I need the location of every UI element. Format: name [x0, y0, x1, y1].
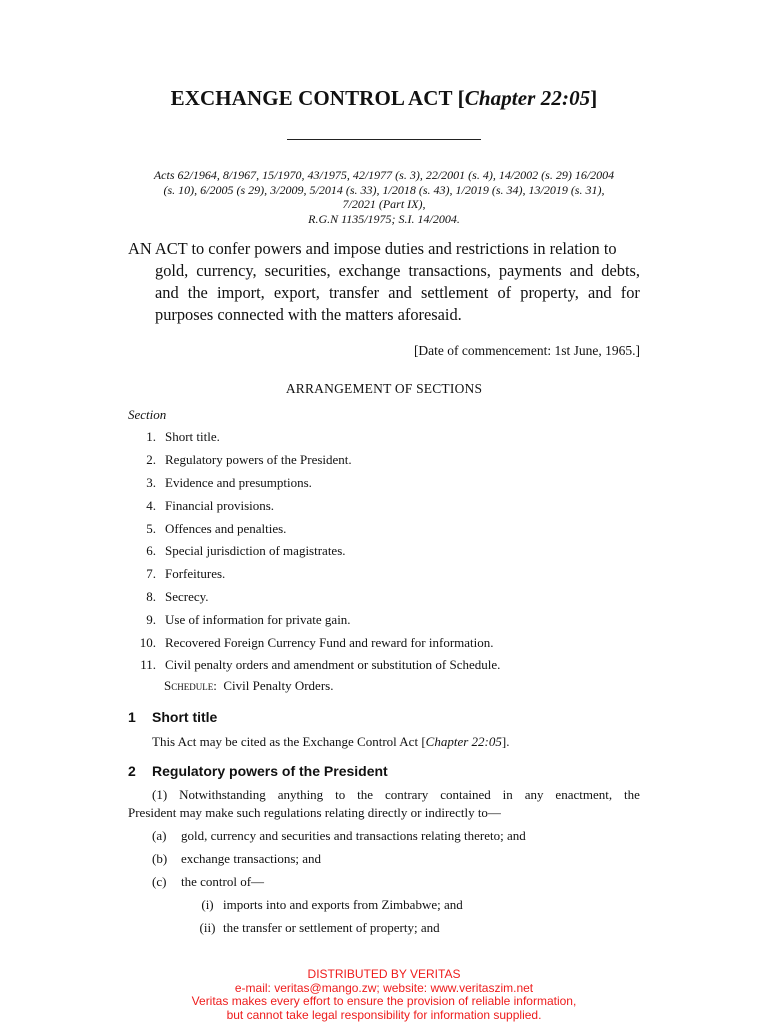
- schedule-entry[interactable]: [164, 678, 333, 694]
- subitem-label: (ii): [199, 920, 216, 935]
- justified-word: exchange: [338, 261, 401, 280]
- justified-word: and: [155, 283, 179, 302]
- section-2-paragraph-line: [152, 787, 640, 803]
- toc-item[interactable]: [128, 586, 648, 609]
- justified-word: contained: [440, 787, 491, 802]
- toc-text: Special jurisdiction of magistrates.: [165, 543, 346, 559]
- toc-item[interactable]: [128, 608, 648, 631]
- toc-text: Regulatory powers of the President.: [165, 452, 352, 468]
- toc-text: Recovered Foreign Currency Fund and reward for information.: [165, 634, 494, 650]
- toc-item[interactable]: [128, 449, 648, 472]
- toc-number: 8.: [146, 588, 156, 604]
- long-title-line: [128, 260, 640, 282]
- title-text: EXCHANGE CONTROL ACT [: [170, 86, 465, 110]
- amending-acts-list: [128, 168, 640, 226]
- section-1-chapter: Chapter 22:05: [425, 734, 502, 749]
- acts-line: Acts 62/1964, 8/1967, 15/1970, 43/1975, 42/1977 (s. 3), 22/2001 (s. 4), 14/2002 (s. 29) 16/2004: [153, 168, 615, 182]
- toc-text: Civil penalty orders and amendment or substitution of Schedule.: [165, 657, 501, 673]
- item-label: (c): [152, 874, 167, 889]
- justified-word: the: [187, 283, 208, 302]
- section-title: Regulatory powers of the President: [152, 763, 388, 779]
- item-text: exchange transactions; and: [181, 851, 322, 866]
- title-chapter: Chapter 22:05: [464, 86, 591, 110]
- distribution-footer: [0, 968, 768, 1022]
- toc-item[interactable]: [128, 654, 648, 677]
- footer-line: Veritas makes every effort to ensure the provision of reliable information,: [191, 994, 577, 1008]
- toc-number: 2.: [146, 452, 156, 468]
- justified-word: import,: [216, 283, 265, 302]
- table-of-contents: [128, 426, 648, 677]
- toc-number: 5.: [146, 520, 156, 536]
- toc-text: Short title.: [165, 429, 220, 445]
- title-bracket: ]: [590, 86, 598, 110]
- long-title-line: purposes connected with the matters aforesaid.: [155, 305, 462, 324]
- toc-item[interactable]: [128, 540, 648, 563]
- arrangement-heading: ARRANGEMENT OF SECTIONS: [285, 381, 483, 396]
- section-2-subitem: [192, 897, 463, 913]
- toc-number: 10.: [139, 634, 156, 650]
- justified-word: Notwithstanding: [179, 787, 266, 802]
- footer-line: but cannot take legal responsibility for information supplied.: [226, 1007, 542, 1022]
- toc-text: Evidence and presumptions.: [165, 474, 312, 490]
- section-2-heading: [128, 763, 388, 779]
- toc-item[interactable]: [128, 494, 648, 517]
- commencement-date: [Date of commencement: 1st June, 1965.]: [413, 343, 640, 358]
- justified-word: the: [624, 787, 640, 802]
- section-1-text-prefix: This Act may be cited as the Exchange Control Act [: [152, 734, 426, 749]
- section-2-paragraph-line: President may make such regulations relating directly or indirectly to—: [128, 805, 501, 820]
- toc-item[interactable]: [128, 517, 648, 540]
- schedule-text: Civil Penalty Orders.: [223, 678, 334, 693]
- item-label: (a): [152, 828, 167, 843]
- toc-number: 6.: [146, 543, 156, 559]
- justified-word: any: [524, 787, 544, 802]
- section-number: 2: [128, 763, 136, 779]
- justified-word: currency,: [196, 261, 257, 280]
- justified-word: for: [620, 283, 640, 302]
- toc-item[interactable]: [128, 472, 648, 495]
- section-1-heading: [128, 709, 217, 725]
- section-2-item: [152, 874, 264, 890]
- justified-word: and: [388, 283, 412, 302]
- toc-text: Forfeitures.: [165, 566, 226, 582]
- justified-word: in: [502, 787, 513, 802]
- section-title: Short title: [152, 709, 218, 725]
- justified-word: transactions,: [408, 261, 491, 280]
- toc-number: 9.: [146, 611, 156, 627]
- acts-line: R.G.N 1135/1975; S.I. 14/2004.: [308, 211, 460, 226]
- justified-word: debts,: [601, 261, 640, 280]
- item-label: (b): [152, 851, 168, 866]
- justified-word: (1): [152, 787, 168, 802]
- toc-number: 3.: [146, 474, 156, 490]
- toc-item[interactable]: [128, 631, 648, 654]
- toc-text: Financial provisions.: [165, 497, 275, 513]
- toc-number: 7.: [146, 566, 156, 582]
- toc-number: 4.: [146, 497, 156, 513]
- toc-text: Offences and penalties.: [165, 520, 287, 536]
- title-underline: [287, 139, 481, 140]
- schedule-label: Schedule:: [164, 678, 217, 693]
- acts-line: (s. 10), 6/2005 (s 29), 3/2009, 5/2014 (s. 33), 1/2018 (s. 43), 1/2019 (s. 34), 13/2019 (s. 31),: [163, 182, 605, 197]
- toc-number: 1.: [146, 429, 156, 445]
- justified-word: and: [587, 283, 612, 302]
- subitem-text: the transfer or settlement of property; and: [223, 920, 440, 935]
- justified-word: and: [569, 261, 594, 280]
- justified-word: anything: [277, 787, 324, 802]
- long-title-line: [128, 282, 640, 304]
- document-title: [0, 86, 768, 111]
- item-text: the control of—: [181, 874, 265, 889]
- long-title: [128, 238, 640, 326]
- toc-number: 11.: [140, 657, 156, 673]
- toc-item[interactable]: [128, 426, 648, 449]
- section-2-item: [152, 828, 526, 844]
- long-title-line: AN ACT to confer powers and impose duties and restrictions in relation to: [128, 239, 617, 258]
- item-text: gold, currency and securities and transactions relating thereto; and: [181, 828, 526, 843]
- section-2-item: [152, 851, 321, 867]
- justified-word: transfer: [329, 283, 380, 302]
- justified-word: payments: [498, 261, 562, 280]
- justified-word: securities,: [264, 261, 331, 280]
- section-1-text-suffix: ].: [501, 734, 510, 749]
- subitem-label: (i): [201, 897, 214, 912]
- footer-contact-line[interactable]: e-mail: veritas@mango.zw; website: www.veritaszim.net: [234, 980, 534, 995]
- justified-word: gold,: [155, 261, 189, 280]
- justified-word: contrary: [384, 787, 429, 802]
- justified-word: of: [497, 283, 512, 302]
- justified-word: export,: [273, 283, 320, 302]
- footer-line: DISTRIBUTED BY VERITAS: [307, 967, 461, 981]
- justified-word: property,: [520, 283, 579, 302]
- toc-item[interactable]: [128, 563, 648, 586]
- acts-line: 7/2021 (Part IX),: [342, 197, 426, 211]
- section-1-text: [152, 734, 509, 750]
- justified-word: the: [357, 787, 374, 802]
- justified-word: settlement: [420, 283, 489, 302]
- section-number: 1: [128, 709, 136, 725]
- justified-word: to: [335, 787, 346, 802]
- toc-text: Secrecy.: [165, 588, 209, 604]
- toc-text: Use of information for private gain.: [165, 611, 351, 627]
- section-column-label: Section: [128, 407, 167, 422]
- subitem-text: imports into and exports from Zimbabwe; and: [223, 897, 463, 912]
- section-2-subitem: [192, 920, 440, 936]
- justified-word: enactment,: [555, 787, 613, 802]
